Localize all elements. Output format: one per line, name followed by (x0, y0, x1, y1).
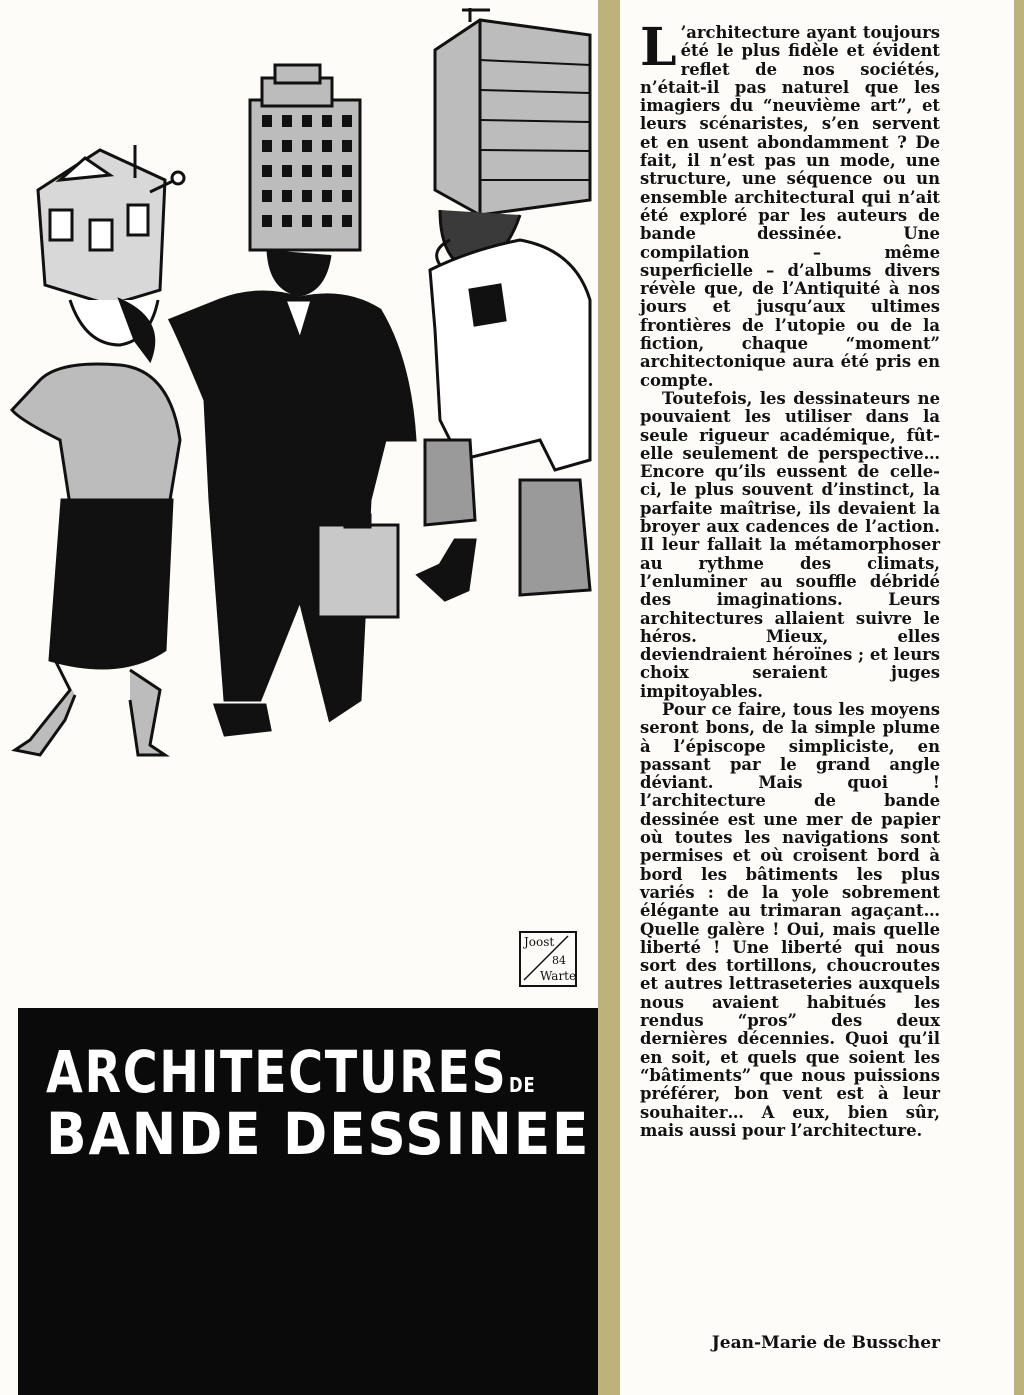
paragraph-2: Toutefois, les dessinateurs ne pouvaient les utiliser dans la seule rigueur académique, fût-elle seulement de perspective… Encore qu’ils eussent de celle-ci, le plus souvent d’instinct, la parfaite maîtrise, ils devaient la broyer aux cadences de l’action. Il leur fallait la métamorphoser au rythme des climats, l’enluminer au souffle débridé des imaginations. Leurs architectures allaient suivre le héros. Mieux, elles deviendraient héroïnes ; et leurs choix seraient juges impitoyables. (640, 388, 940, 701)
title-line-2: BANDE DESSINEE (46, 1100, 591, 1168)
author-byline: Jean-Marie de Busscher (711, 1333, 940, 1353)
article-text (640, 17, 940, 1140)
title-line-1 (46, 1038, 536, 1106)
artist-signature (518, 930, 578, 988)
figure-woman-house (12, 145, 184, 755)
title-block (18, 1008, 598, 1395)
figure-man-office-tower (170, 65, 415, 735)
page-edge-band (1014, 0, 1024, 1395)
figure-woman-apartment (418, 8, 590, 600)
paragraph-1 (640, 17, 940, 390)
svg-text:Warte: Warte (540, 969, 577, 983)
drop-cap: L (640, 17, 677, 78)
paragraph-3: Pour ce faire, tous les moyens seront bons, de la simple plume à l’épiscope simpliciste, en passant par le grand angle déviant. Mais quoi ! l’architecture de bande dessinée est une mer de papier où toutes les navigations sont permises et où croisent bord à bord les bâtiments les plus variés : de la yole sobrement élégante au trimaran agaçant… Quelle galère ! Oui, mais quelle liberté ! Une liberté qui nous sort des tortillons, choucroutes et autres lettraseteries auxquels nous avaient habitués les rendus “pros” des deux dernières décennies. Quoi qu’il en soit, et quels que soient les “bâtiments” que nous puissions préférer, bon vent est à leur souhaiter… A eux, bien sûr, mais aussi pour l’architecture. (640, 699, 940, 1140)
title-word-architectures: ARCHITECTURES (46, 1038, 508, 1106)
paragraph-1-text: ’architecture ayant toujours été le plus fidèle et évident reflet de nos sociétés, n’était-il pas naturel que les imagiers du “neuvième art”, et leurs scénaristes, s’en servent et en usent abondamment ? De fait, il n’est pas un mode, une structure, une séquence ou un ensemble architectural qui n’ait été exploré par les auteurs de bande dessinée. Une compilation – même superficielle – d’albums divers révèle que, de l’Antiquité à nos jours et jusqu’aux ultimes frontières de l’utopie ou de la fiction, chaque “moment” architectonique aura été pris en compte. (640, 23, 940, 390)
svg-text:84: 84 (552, 954, 566, 967)
title-word-de: DE (509, 1073, 536, 1097)
column-divider-band (598, 0, 620, 1395)
svg-text:Joost: Joost (524, 935, 555, 949)
illustration-building-headed-figures (0, 0, 598, 760)
